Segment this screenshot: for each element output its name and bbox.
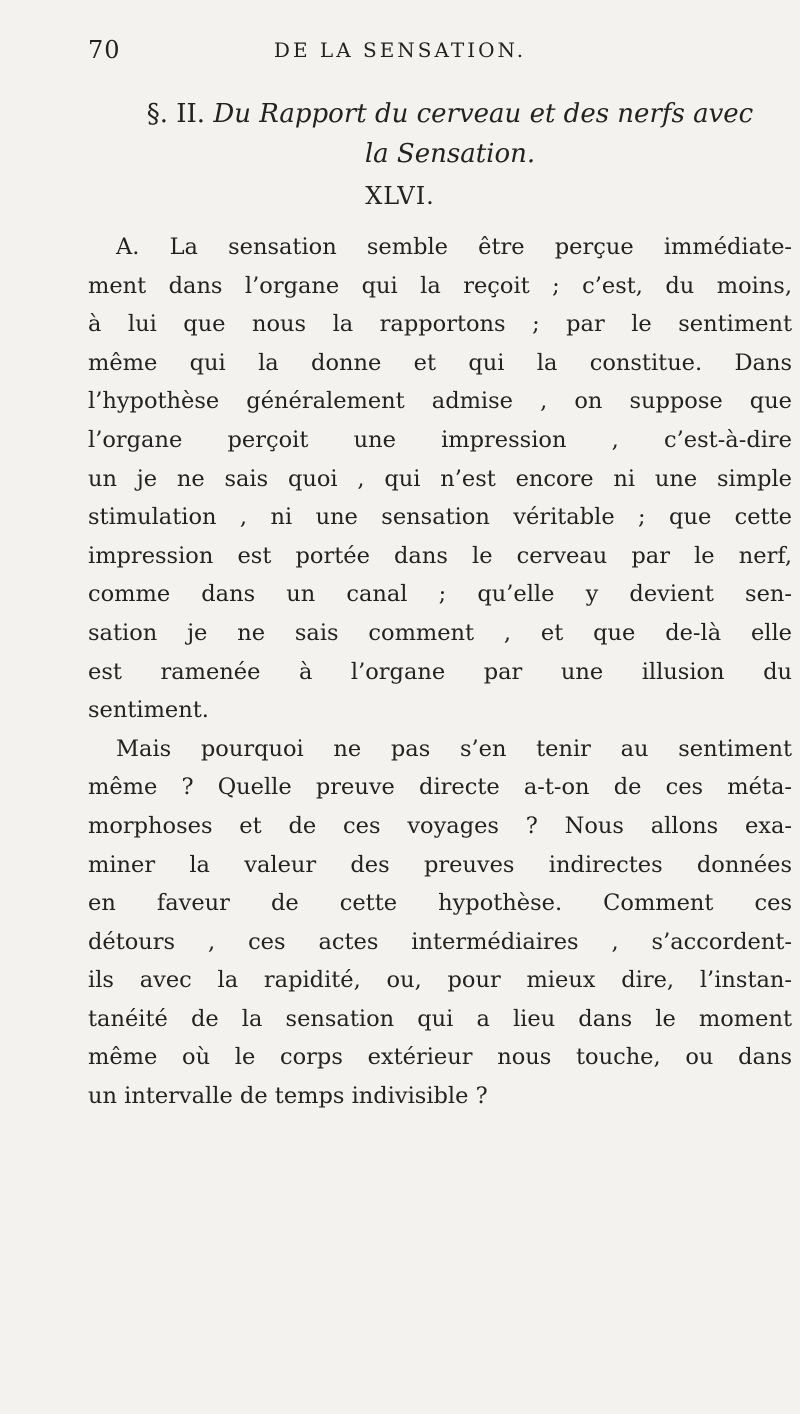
text-line: détours , ces actes intermédiaires , s’accordent- [88, 928, 792, 955]
text-line: un intervalle de temps indivisible ? [88, 1083, 488, 1110]
text-line: stimulation , ni une sensation véritable ; que cette [88, 504, 792, 531]
text-line: Mais pourquoi ne pas s’en tenir au sentiment [116, 735, 792, 762]
text-line: ment dans l’organe qui la reçoit ; c’est, du moins, [88, 272, 792, 299]
section-number: §. II. [146, 99, 206, 129]
text-line: impression est portée dans le cerveau par le nerf, [88, 542, 792, 569]
section-title-line-2: la Sensation. [364, 139, 536, 169]
text-line: A. La sensation semble être perçue immédiate- [116, 234, 792, 260]
paragraph-2 [88, 730, 792, 1116]
text-line: sentiment. [88, 697, 209, 724]
text-line: en faveur de cette hypothèse. Comment ces [88, 890, 792, 917]
text-line: tanéité de la sensation qui a lieu dans le moment [88, 1005, 792, 1032]
text-line: un je ne sais quoi , qui n’est encore ni une simple [88, 465, 792, 492]
body-text [88, 228, 792, 1116]
paragraph-1 [88, 228, 792, 730]
text-line: sation je ne sais comment , et que de-là elle [88, 619, 792, 646]
text-line: à lui que nous la rapportons ; par le sentiment [88, 311, 792, 338]
text-line: même qui la donne et qui la constitue. Dans [88, 349, 792, 376]
running-title: DE LA SENSATION. [273, 38, 527, 62]
text-line: ils avec la rapidité, ou, pour mieux dire, l’instan- [88, 967, 792, 994]
text-line: comme dans un canal ; qu’elle y devient sen- [88, 581, 792, 608]
page-number: 70 [88, 36, 121, 64]
text-line: l’organe perçoit une impression , c’est-à-dire [88, 426, 792, 453]
text-line: même où le corps extérieur nous touche, ou dans [88, 1044, 792, 1071]
text-line: l’hypothèse généralement admise , on suppose que [88, 388, 792, 415]
text-line: est ramenée à l’organe par une illusion du [88, 658, 792, 685]
section-heading [120, 94, 780, 174]
text-line: morphoses et de ces voyages ? Nous allons exa- [88, 812, 792, 839]
article-number: XLVI. [365, 182, 435, 210]
text-line: miner la valeur des preuves indirectes données [88, 851, 792, 878]
section-title-line-1: Du Rapport du cerveau et des nerfs avec [213, 99, 754, 129]
text-line: même ? Quelle preuve directe a-t-on de ces méta- [88, 774, 792, 801]
